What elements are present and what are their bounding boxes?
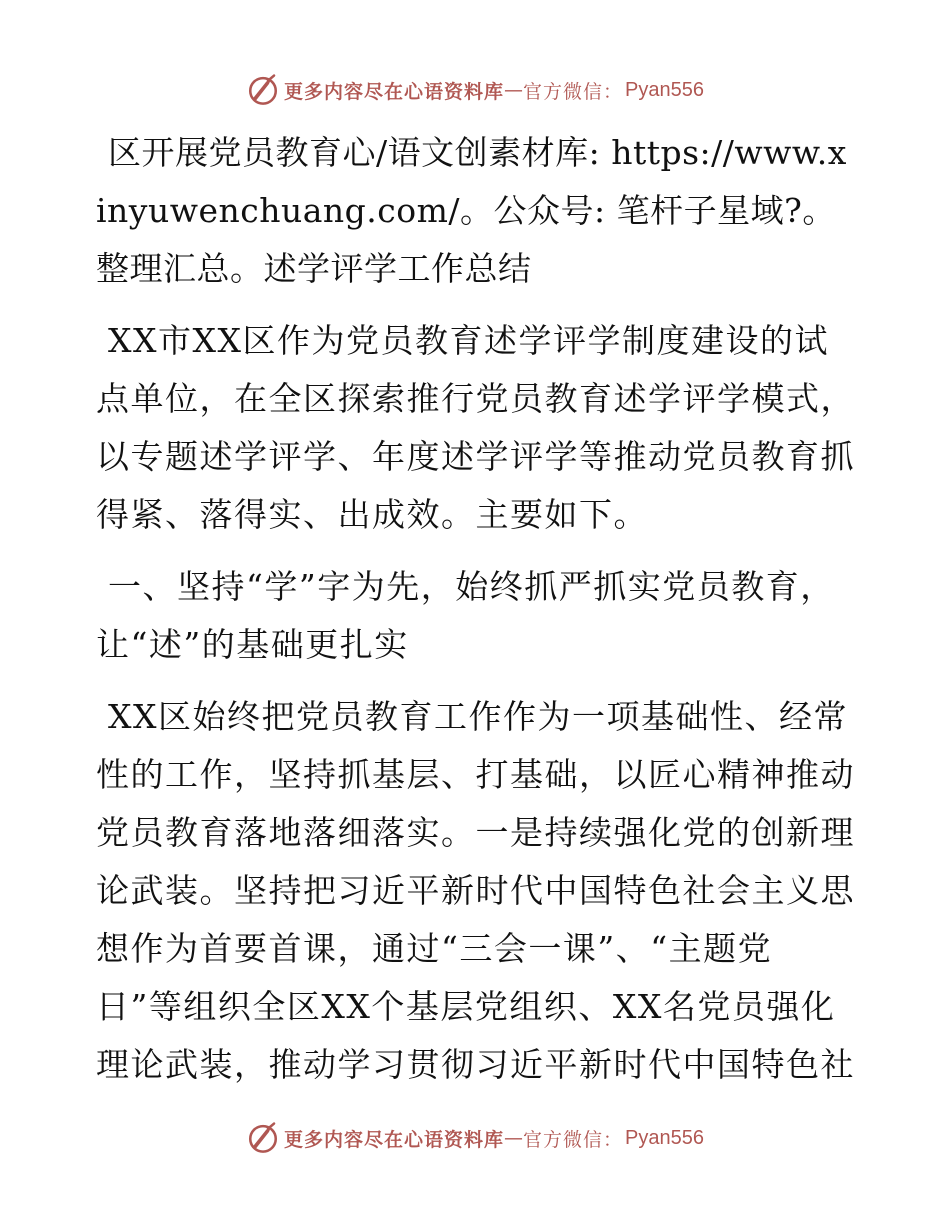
watermark-banner-bottom [0, 1118, 950, 1158]
paragraph-intro: 区开展党员教育心/语文创素材库: https://www.xinyuwenchuang.com/。公众号: 笔杆子星域?。整理汇总。述学评学工作总结 [96, 133, 847, 288]
watermark-wechat-id: Pyan556 [625, 78, 704, 101]
pen-logo-icon [246, 1121, 280, 1155]
watermark-text: 更多内容尽在心语资料库 [284, 80, 505, 103]
watermark-wechat-label: 官方微信： [523, 1128, 624, 1151]
paragraph-section-1: XX区始终把党员教育工作作为一项基础性、经常性的工作，坚持抓基层、打基础，以匠心精神推动党员教育落地落细落实。一是持续强化党的创新理论武装。坚持把习近平新时代中国特色社会主义思想作为首要首课，通过“三会一课”、“主题党日”等组织全区XX个基层党组织、XX名党员强化理论武装，推动学习贯彻习近平新时代中国特色社 [96, 697, 855, 1084]
watermark-wechat-label: 官方微信： [523, 80, 624, 103]
watermark-banner-top [0, 70, 950, 110]
watermark-text: 更多内容尽在心语资料库 [284, 1128, 505, 1151]
document-body [96, 124, 856, 1108]
section-heading-1: 一、坚持“学”字为先，始终抓严抓实党员教育，让“述”的基础更扎实 [96, 567, 835, 664]
watermark-dash: — [504, 79, 524, 101]
paragraph-overview: XX市XX区作为党员教育述学评学制度建设的试点单位，在全区探索推行党员教育述学评学模式，以专题述学评学、年度述学评学等推动党员教育抓得紧、落得实、出成效。主要如下。 [96, 321, 855, 534]
watermark-wechat-id: Pyan556 [625, 1126, 704, 1149]
pen-logo-icon [246, 73, 280, 107]
watermark-dash: — [504, 1127, 524, 1149]
